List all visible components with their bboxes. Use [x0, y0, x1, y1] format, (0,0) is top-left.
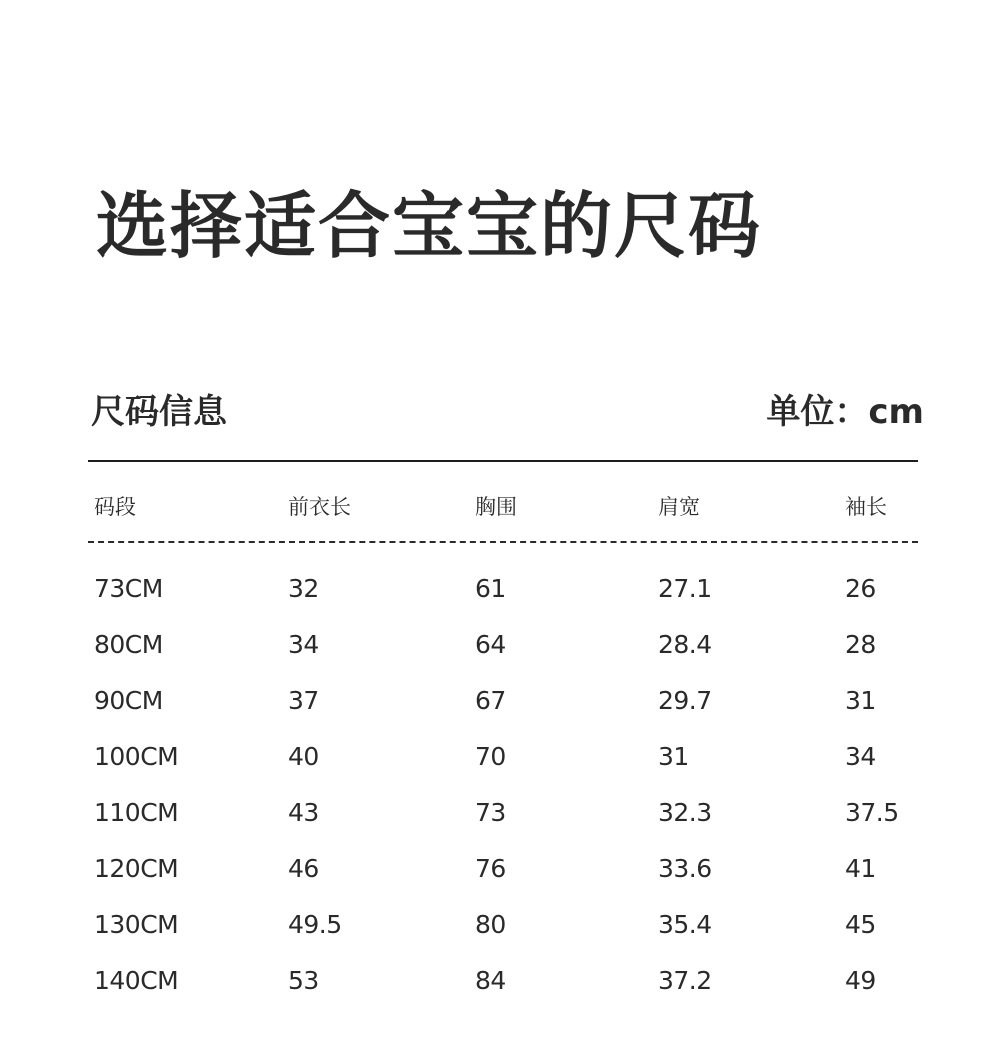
- cell-size: 110CM: [94, 798, 179, 827]
- cell-shoulder-width: 32.3: [658, 798, 712, 827]
- cell-shoulder-width: 37.2: [658, 966, 712, 995]
- cell-chest: 61: [475, 574, 506, 603]
- table-body: [0, 565, 1000, 1013]
- cell-front-length: 46: [288, 854, 319, 883]
- cell-front-length: 34: [288, 630, 319, 659]
- cell-chest: 76: [475, 854, 506, 883]
- cell-size: 100CM: [94, 742, 179, 771]
- table-row: [0, 621, 1000, 677]
- cell-chest: 80: [475, 910, 506, 939]
- cell-sleeve-length: 34: [845, 742, 876, 771]
- unit-label: 单位：cm: [766, 392, 924, 432]
- cell-front-length: 53: [288, 966, 319, 995]
- cell-front-length: 32: [288, 574, 319, 603]
- table-row: [0, 957, 1000, 1013]
- cell-size: 90CM: [94, 686, 163, 715]
- cell-front-length: 49.5: [288, 910, 342, 939]
- cell-sleeve-length: 49: [845, 966, 876, 995]
- cell-shoulder-width: 29.7: [658, 686, 712, 715]
- cell-chest: 67: [475, 686, 506, 715]
- cell-front-length: 40: [288, 742, 319, 771]
- cell-shoulder-width: 31: [658, 742, 689, 771]
- table-header-row: [0, 487, 1000, 527]
- cell-chest: 70: [475, 742, 506, 771]
- cell-shoulder-width: 35.4: [658, 910, 712, 939]
- table-row: [0, 845, 1000, 901]
- cell-size: 130CM: [94, 910, 179, 939]
- table-row: [0, 789, 1000, 845]
- header-sleeve-length: 袖长: [845, 495, 887, 519]
- header-front-length: 前衣长: [288, 495, 351, 519]
- header-size-range: 码段: [94, 495, 136, 519]
- cell-chest: 84: [475, 966, 506, 995]
- cell-sleeve-length: 31: [845, 686, 876, 715]
- table-header-divider: [88, 541, 918, 543]
- page-title: 选择适合宝宝的尺码: [96, 184, 763, 268]
- cell-shoulder-width: 27.1: [658, 574, 712, 603]
- table-top-divider: [88, 460, 918, 462]
- cell-size: 120CM: [94, 854, 179, 883]
- header-shoulder-width: 肩宽: [658, 495, 700, 519]
- cell-shoulder-width: 33.6: [658, 854, 712, 883]
- cell-chest: 64: [475, 630, 506, 659]
- cell-size: 80CM: [94, 630, 163, 659]
- cell-sleeve-length: 45: [845, 910, 876, 939]
- cell-chest: 73: [475, 798, 506, 827]
- table-row: [0, 677, 1000, 733]
- section-title: 尺码信息: [91, 392, 227, 432]
- header-chest: 胸围: [475, 495, 517, 519]
- cell-sleeve-length: 26: [845, 574, 876, 603]
- cell-shoulder-width: 28.4: [658, 630, 712, 659]
- table-row: [0, 565, 1000, 621]
- table-row: [0, 901, 1000, 957]
- cell-front-length: 43: [288, 798, 319, 827]
- cell-front-length: 37: [288, 686, 319, 715]
- cell-sleeve-length: 28: [845, 630, 876, 659]
- cell-sleeve-length: 37.5: [845, 798, 899, 827]
- table-row: [0, 733, 1000, 789]
- cell-sleeve-length: 41: [845, 854, 876, 883]
- cell-size: 73CM: [94, 574, 163, 603]
- cell-size: 140CM: [94, 966, 179, 995]
